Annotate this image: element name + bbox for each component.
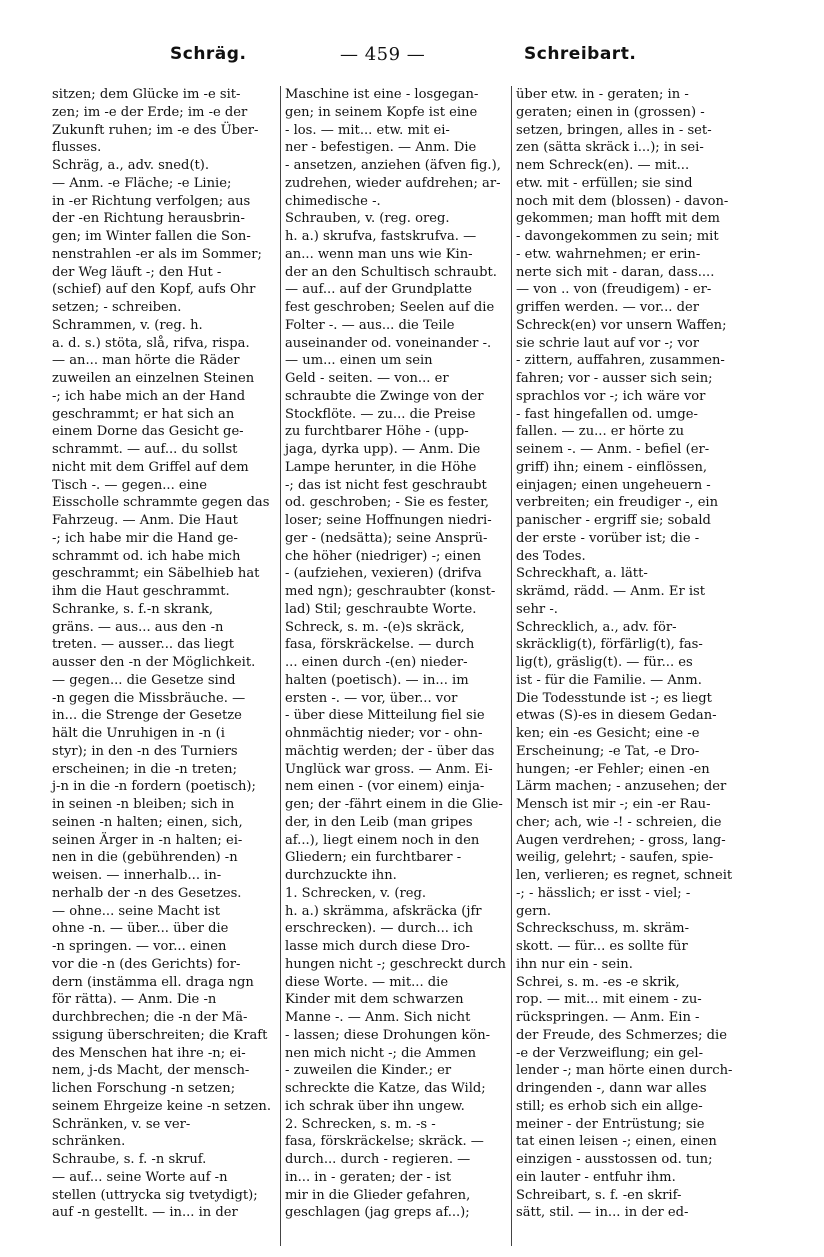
text-line: - ansetzen, anziehen (äfven fig.),: [285, 158, 501, 173]
text-line: auf -n gestellt. — in... in der: [52, 1205, 238, 1221]
text-line: sitzen; dem Glücke im -e sit-: [52, 87, 241, 102]
text-line: 1. Schrecken, v. (reg.: [285, 885, 427, 901]
text-line: - los. — mit... etw. mit ei-: [285, 122, 450, 138]
text-line: etwas (S)-es in diesem Gedan-: [516, 708, 717, 724]
text-line: - fast hingefallen od. umge-: [516, 406, 698, 422]
header-right-guideword: Schreibart.: [524, 44, 637, 64]
text-line: nem Schreck(en). — mit...: [516, 158, 690, 173]
text-line: — ohne... seine Macht ist: [52, 903, 220, 919]
text-line: -; - hässlich; er isst - viel; -: [516, 885, 691, 901]
text-line: diese Worte. — mit... die: [285, 974, 449, 990]
text-line: lasse mich durch diese Dro-: [285, 939, 470, 954]
text-line: Lampe herunter, in die Höhe: [285, 459, 477, 475]
text-line: einem Dorne das Gesicht ge-: [52, 424, 244, 440]
column-rule-1: [280, 86, 281, 1246]
text-line: nen in die (gebührenden) -n: [52, 850, 238, 866]
text-line: über etw. in - geraten; in -: [516, 87, 689, 102]
text-line: — auf... seine Worte auf -n: [52, 1169, 228, 1185]
text-line: - etw. wahrnehmen; er erin-: [516, 246, 701, 262]
text-line: — um... einen um sein: [285, 353, 433, 369]
text-line: erschrecken). — durch... ich: [285, 921, 474, 937]
text-line: sie schrie laut auf vor -; vor: [516, 335, 699, 351]
page-number: — 459 —: [340, 44, 426, 65]
text-line: mächtig werden; der - über das: [285, 743, 495, 759]
column-rule-2: [511, 86, 512, 1246]
text-line: Kinder mit dem schwarzen: [285, 992, 464, 1008]
text-line: sätt, stil. — in... in der ed-: [516, 1205, 689, 1221]
text-line: geschrammt; er hat sich an: [52, 406, 235, 422]
text-line: nen mich nicht -; die Ammen: [285, 1045, 477, 1061]
text-line: Schrecklich, a., adv. för-: [516, 619, 677, 635]
text-line: Schreckschuss, m. skräm-: [516, 921, 689, 937]
text-line: med ngn); geschraubter (konst-: [285, 584, 496, 599]
text-line: flusses.: [52, 140, 102, 156]
text-line: gekommen; man hofft mit dem: [516, 211, 720, 227]
text-line: ich schrak über ihn ungew.: [285, 1098, 465, 1114]
text-line: nicht mit dem Griffel auf dem: [52, 459, 249, 475]
text-line: durch... durch - regieren. —: [285, 1152, 471, 1167]
text-line: ein lauter - entfuhr ihm.: [516, 1169, 676, 1185]
text-line: h. a.) skrämma, afskräcka (jfr: [285, 903, 482, 919]
text-line: - davongekommen zu sein; mit: [516, 229, 719, 244]
text-line: an... wenn man uns wie Kin-: [285, 246, 473, 262]
text-line: hält die Unruhigen in -n (i: [52, 726, 225, 741]
text-line: in... die Strenge der Gesetze: [52, 708, 242, 724]
text-line: fest geschroben; Seelen auf die: [285, 300, 495, 315]
text-line: -; das ist nicht fest geschraubt: [285, 477, 487, 493]
text-line: ohnmächtig nieder; vor - ohn-: [285, 726, 483, 741]
text-line: Tisch -. — gegen... eine: [52, 477, 208, 493]
text-line: skott. — für... es sollte für: [516, 939, 688, 954]
text-line: zen (sätta skräck i...); in sei-: [516, 140, 704, 156]
text-line: nenstrahlen -er als im Sommer;: [52, 246, 262, 262]
text-line: stellen (uttrycka sig tvetydigt);: [52, 1187, 258, 1203]
text-line: -; ich habe mich an der Hand: [52, 388, 246, 404]
text-line: Geld - seiten. — von... er: [285, 371, 449, 386]
text-column-2: [285, 86, 507, 1222]
text-line: Schrauben, v. (reg. oreg.: [285, 211, 450, 227]
text-line: sprachlos vor -; ich wäre vor: [516, 388, 706, 404]
text-line: 2. Schrecken, s. m. -s -: [285, 1116, 436, 1132]
text-line: Maschine ist eine - losgegan-: [285, 87, 479, 102]
text-line: verbreiten; ein freudiger -, ein: [516, 495, 719, 511]
text-line: seinen -n halten; einen, sich,: [52, 814, 243, 830]
text-line: h. a.) skrufva, fastskrufva. —: [285, 229, 477, 244]
text-line: griff) ihn; einem - einflössen,: [516, 459, 708, 475]
text-line: (schief) auf den Kopf, aufs Ohr: [52, 282, 256, 298]
text-line: ger - (nedsätta); seine Ansprü-: [285, 530, 488, 546]
text-column-1: [52, 86, 276, 1222]
text-line: fahren; vor - ausser sich sein;: [516, 371, 713, 386]
text-line: auseinander od. voneinander -.: [285, 335, 492, 351]
text-line: geschlagen (jag greps af...);: [285, 1205, 470, 1221]
text-line: tat einen leisen -; einen, einen: [516, 1134, 717, 1150]
text-line: zen; im -e der Erde; im -e der: [52, 104, 248, 120]
text-line: der, in den Leib (man gripes: [285, 814, 473, 830]
text-line: erscheinen; in die -n treten;: [52, 761, 238, 777]
text-line: schrammt. — auf... du sollst: [52, 442, 238, 457]
text-line: chimedische -.: [285, 193, 381, 209]
text-line: durchbrechen; die -n der Mä-: [52, 1010, 248, 1025]
text-line: Schrammen, v. (reg. h.: [52, 317, 203, 333]
text-line: — gegen... die Gesetze sind: [52, 672, 236, 688]
text-line: hungen; -er Fehler; einen -en: [516, 761, 710, 777]
text-line: noch mit dem (blossen) - davon-: [516, 193, 729, 209]
text-line: Manne -. — Anm. Sich nicht: [285, 1010, 471, 1025]
text-line: - (aufziehen, vexieren) (drifva: [285, 566, 482, 582]
text-line: der Weg läuft -; den Hut -: [52, 264, 222, 280]
text-line: in... in - geraten; der - ist: [285, 1169, 452, 1185]
text-line: lichen Forschung -n setzen;: [52, 1081, 236, 1096]
text-line: Zukunft ruhen; im -e des Über-: [52, 122, 259, 138]
text-line: gen; der -fährt einem in die Glie-: [285, 797, 503, 812]
text-line: nem, j-ds Macht, der mensch-: [52, 1063, 250, 1079]
text-line: — Anm. -e Fläche; -e Linie;: [52, 175, 232, 191]
text-line: weisen. — innerhalb... in-: [52, 868, 222, 883]
text-line: der Freude, des Schmerzes; die: [516, 1027, 727, 1043]
text-line: zudrehen, wieder aufdrehen; ar-: [285, 175, 501, 191]
text-line: ken; ein -es Gesicht; eine -e: [516, 726, 700, 741]
text-line: len, verlieren; es regnet, schneit: [516, 868, 733, 883]
text-line: ihm die Haut geschrammt.: [52, 584, 230, 599]
text-line: schreckte die Katze, das Wild;: [285, 1081, 486, 1096]
text-line: -e der Verzweiflung; ein gel-: [516, 1045, 704, 1061]
header-left-guideword: Schräg.: [170, 44, 247, 64]
text-line: fallen. — zu... er hörte zu: [516, 424, 685, 440]
text-line: durchzuckte ihn.: [285, 868, 397, 883]
text-line: Schranke, s. f.-n skrank,: [52, 601, 214, 617]
text-line: in seinen -n bleiben; sich in: [52, 797, 235, 812]
text-line: geraten; einen in (grossen) -: [516, 104, 705, 120]
text-line: meiner - der Entrüstung; sie: [516, 1116, 705, 1132]
text-line: schrammt od. ich habe mich: [52, 548, 241, 564]
text-line: des Menschen hat ihre -n; ei-: [52, 1045, 246, 1061]
text-line: Folter -. — aus... die Teile: [285, 317, 455, 333]
text-line: schraubte die Zwinge von der: [285, 388, 484, 404]
text-line: - zittern, auffahren, zusammen-: [516, 353, 725, 369]
text-line: fasa, förskräckelse. — durch: [285, 637, 475, 653]
text-line: setzen, bringen, alles in - set-: [516, 122, 712, 138]
text-line: treten. — ausser... das liegt: [52, 637, 235, 653]
text-line: der erste - vorüber ist; die -: [516, 530, 700, 546]
text-line: ist - für die Familie. — Anm.: [516, 672, 702, 688]
text-line: styr); in den -n des Turniers: [52, 743, 238, 759]
text-line: Erscheinung; -e Tat, -e Dro-: [516, 743, 700, 759]
text-line: der -en Richtung herausbrin-: [52, 211, 245, 227]
page-header: [52, 44, 752, 72]
text-line: halten (poetisch). — in... im: [285, 672, 469, 688]
text-line: griffen werden. — vor... der: [516, 300, 699, 315]
text-line: Eisscholle schrammte gegen das: [52, 495, 270, 511]
text-line: lig(t), gräslig(t). — für... es: [516, 655, 693, 670]
text-line: der an den Schultisch schraubt.: [285, 264, 497, 280]
text-line: dern (instämma ell. draga ngn: [52, 974, 254, 990]
text-line: ersten -. — vor, über... vor: [285, 690, 458, 706]
text-line: mir in die Glieder gefahren,: [285, 1187, 471, 1203]
text-line: hungen nicht -; geschreckt durch: [285, 956, 506, 972]
text-line: still; es erhob sich ein allge-: [516, 1098, 703, 1114]
text-line: Stockflöte. — zu... die Preise: [285, 406, 476, 422]
text-line: zuweilen an einzelnen Steinen: [52, 371, 255, 386]
text-line: in -er Richtung verfolgen; aus: [52, 193, 251, 209]
text-line: lender -; man hörte einen durch-: [516, 1063, 733, 1079]
text-line: ihn nur ein - sein.: [516, 956, 633, 972]
text-line: ssigung überschreiten; die Kraft: [52, 1027, 268, 1043]
text-line: cher; ach, wie -! - schreien, die: [516, 814, 722, 830]
text-line: -; ich habe mir die Hand ge-: [52, 530, 238, 546]
text-line: einzigen - ausstossen od. tun;: [516, 1152, 713, 1167]
text-line: - zuweilen die Kinder.; er: [285, 1063, 452, 1079]
text-line: gräns. — aus... aus den -n: [52, 619, 224, 635]
text-line: a. d. s.) stöta, slå, rifva, rispa.: [52, 335, 250, 351]
text-line: panischer - ergriff sie; sobald: [516, 513, 711, 528]
text-line: af...), liegt einem noch in den: [285, 832, 480, 848]
text-line: j-n in die -n fordern (poetisch);: [52, 779, 256, 795]
text-line: gen; in seinem Kopfe ist eine: [285, 104, 478, 120]
text-line: Schreckhaft, a. lätt-: [516, 566, 648, 582]
text-line: setzen; - schreiben.: [52, 300, 182, 315]
text-line: nerhalb der -n des Gesetzes.: [52, 885, 242, 901]
text-line: nem einen - (vor einem) einja-: [285, 779, 485, 795]
text-line: seinem -. — Anm. - befiel (er-: [516, 442, 710, 457]
text-line: gern.: [516, 903, 551, 919]
text-line: Schreck, s. m. -(e)s skräck,: [285, 619, 465, 635]
text-line: - lassen; diese Drohungen kön-: [285, 1027, 491, 1043]
text-line: - über diese Mitteilung fiel sie: [285, 708, 485, 724]
text-line: ner - befestigen. — Anm. Die: [285, 140, 477, 156]
text-line: gen; im Winter fallen die Son-: [52, 229, 251, 244]
text-line: — auf... auf der Grundplatte: [285, 282, 472, 298]
text-line: skräcklig(t), förfärlig(t), fas-: [516, 637, 703, 653]
text-line: zu furchtbarer Höhe - (upp-: [285, 424, 469, 440]
text-line: för rätta). — Anm. Die -n: [52, 992, 217, 1008]
text-line: Gliedern; ein furchtbarer -: [285, 850, 462, 866]
text-line: etw. mit - erfüllen; sie sind: [516, 175, 693, 191]
text-line: Schraube, s. f. -n skruf.: [52, 1152, 207, 1167]
text-line: Schräg, a., adv. sned(t).: [52, 158, 210, 173]
text-line: loser; seine Hoffnungen niedri-: [285, 513, 492, 528]
text-line: vor die -n (des Gerichts) for-: [52, 956, 241, 972]
text-line: — von .. von (freudigem) - er-: [516, 282, 712, 298]
text-line: -n gegen die Missbräuche. —: [52, 690, 246, 706]
text-line: Die Todesstunde ist -; es liegt: [516, 690, 712, 706]
text-line: Mensch ist mir -; ein -er Rau-: [516, 797, 711, 812]
text-line: Schreibart, s. f. -en skrif-: [516, 1187, 682, 1203]
text-line: -n springen. — vor... einen: [52, 939, 227, 954]
text-line: — an... man hörte die Räder: [52, 353, 240, 369]
text-line: lad) Stil; geschraubte Worte.: [285, 601, 477, 617]
text-line: ausser den -n der Möglichkeit.: [52, 655, 256, 670]
text-line: rückspringen. — Anm. Ein -: [516, 1010, 700, 1025]
text-line: Lärm machen; - anzusehen; der: [516, 779, 727, 795]
text-line: jaga, dyrka upp). — Anm. Die: [285, 442, 481, 457]
text-line: ... einen durch -(en) nieder-: [285, 655, 468, 670]
text-line: che höher (niedriger) -; einen: [285, 548, 482, 564]
text-line: ohne -n. — über... über die: [52, 921, 229, 937]
text-line: sehr -.: [516, 601, 558, 617]
text-line: Fahrzeug. — Anm. Die Haut: [52, 513, 238, 528]
text-line: geschrammt; ein Säbelhieb hat: [52, 566, 260, 582]
text-line: schränken.: [52, 1134, 126, 1150]
text-line: Augen verdrehen; - gross, lang-: [516, 832, 726, 848]
text-line: einjagen; einen ungeheuern -: [516, 477, 711, 493]
text-line: dringenden -, dann war alles: [516, 1081, 707, 1096]
text-line: Unglück war gross. — Anm. Ei-: [285, 761, 493, 777]
text-line: Schränken, v. se ver-: [52, 1116, 191, 1132]
text-line: seinen Ärger in -n halten; ei-: [52, 832, 243, 848]
text-line: nerte sich mit - daran, dass....: [516, 264, 715, 280]
text-line: weilig, gelehrt; - saufen, spie-: [516, 850, 714, 866]
text-line: fasa, förskräckelse; skräck. —: [285, 1134, 484, 1150]
text-line: seinem Ehrgeize keine -n setzen.: [52, 1098, 272, 1114]
text-line: skrämd, rädd. — Anm. Er ist: [516, 584, 706, 599]
text-line: rop. — mit... mit einem - zu-: [516, 992, 702, 1008]
text-line: od. geschroben; - Sie es fester,: [285, 495, 490, 511]
text-line: des Todes.: [516, 548, 586, 564]
text-line: Schreck(en) vor unsern Waffen;: [516, 317, 727, 333]
text-line: Schrei, s. m. -es -e skrik,: [516, 974, 680, 990]
text-column-3: [516, 86, 740, 1222]
